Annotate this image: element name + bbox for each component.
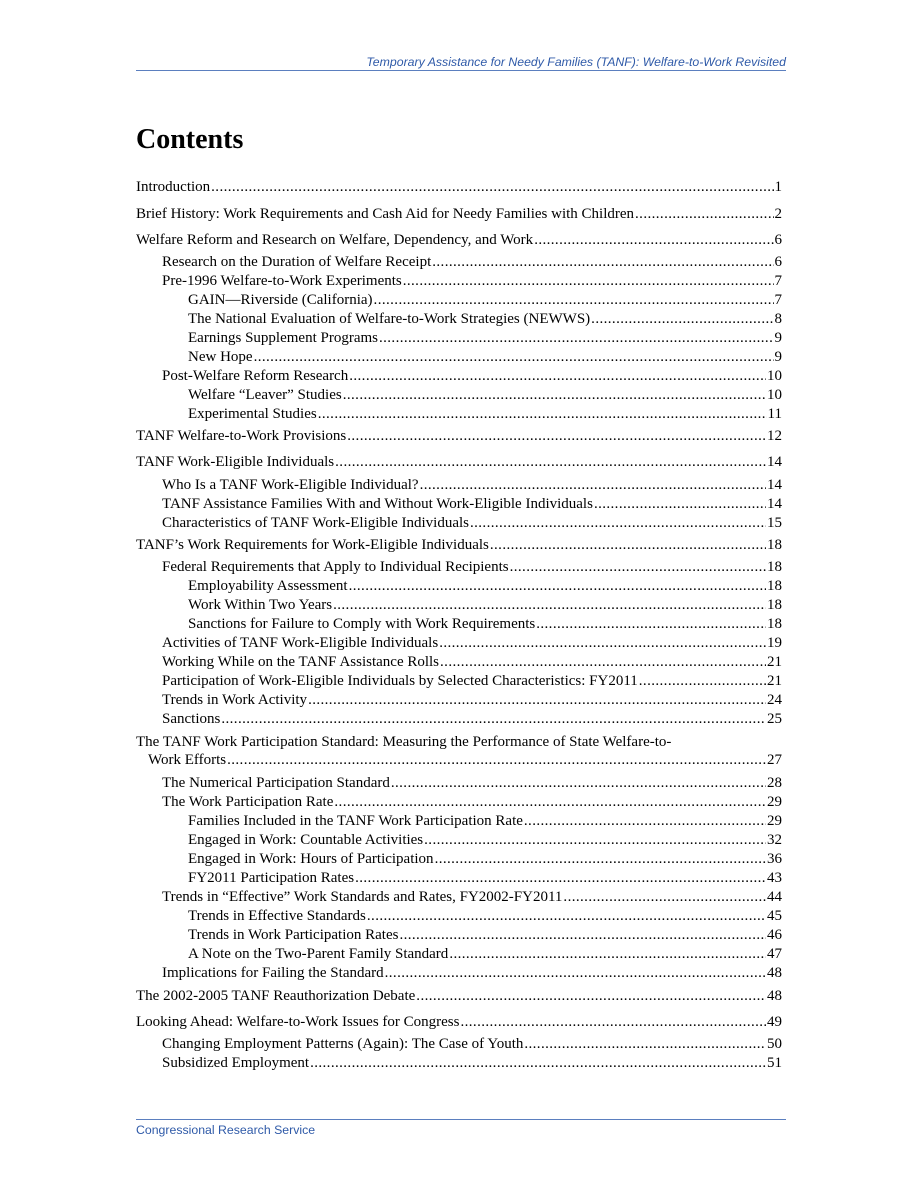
toc-page-number: 7 bbox=[774, 292, 782, 308]
toc-page-number: 29 bbox=[767, 813, 782, 829]
toc-page-number: 50 bbox=[767, 1036, 782, 1052]
dot-leader bbox=[424, 831, 766, 849]
toc-page-number: 28 bbox=[767, 775, 782, 791]
dot-leader bbox=[635, 205, 773, 223]
toc-page-number: 21 bbox=[767, 654, 782, 670]
toc-entry-title-continuation: Work Efforts bbox=[148, 752, 227, 768]
dot-leader bbox=[333, 596, 766, 614]
toc-page-number: 2 bbox=[774, 206, 782, 222]
footer-text: Congressional Research Service bbox=[136, 1123, 316, 1137]
toc-entry[interactable] bbox=[136, 291, 782, 309]
dot-leader bbox=[470, 514, 766, 532]
toc-page-number: 48 bbox=[767, 988, 782, 1004]
dot-leader bbox=[536, 615, 766, 633]
toc-entry-title: The TANF Work Participation Standard: Measuring the Performance of State Welfare-to- bbox=[136, 734, 672, 750]
dot-leader bbox=[591, 310, 773, 328]
toc-entry[interactable] bbox=[136, 945, 782, 963]
toc-entry-title: Work Within Two Years bbox=[188, 597, 333, 613]
toc-entry-title: Welfare Reform and Research on Welfare, Dependency, and Work bbox=[136, 232, 534, 248]
toc-entry-title: FY2011 Participation Rates bbox=[188, 870, 355, 886]
toc-page-number: 21 bbox=[767, 673, 782, 689]
dot-leader bbox=[308, 691, 766, 709]
toc-page-number: 10 bbox=[767, 368, 782, 384]
toc-page-number: 43 bbox=[767, 870, 782, 886]
dot-leader bbox=[524, 1035, 766, 1053]
toc-page-number: 24 bbox=[767, 692, 782, 708]
toc-entry[interactable] bbox=[136, 964, 782, 982]
toc-page-number: 9 bbox=[774, 349, 782, 365]
toc-page-number: 32 bbox=[767, 832, 782, 848]
toc-page-number: 29 bbox=[767, 794, 782, 810]
toc-entry[interactable] bbox=[136, 615, 782, 633]
dot-leader bbox=[211, 178, 773, 196]
dot-leader bbox=[403, 272, 774, 290]
toc-page-number: 51 bbox=[767, 1055, 782, 1071]
dot-leader bbox=[435, 850, 766, 868]
toc-entry[interactable] bbox=[136, 577, 782, 595]
toc-entry-title: Welfare “Leaver” Studies bbox=[188, 387, 342, 403]
toc-entry[interactable] bbox=[136, 536, 782, 554]
toc-page-number: 47 bbox=[767, 946, 782, 962]
toc-page-number: 48 bbox=[767, 965, 782, 981]
toc-page-number: 6 bbox=[774, 232, 782, 248]
toc-entry[interactable] bbox=[136, 558, 782, 576]
toc-page-number: 44 bbox=[767, 889, 782, 905]
toc-entry[interactable] bbox=[136, 672, 782, 690]
dot-leader bbox=[374, 291, 774, 309]
dot-leader bbox=[227, 751, 766, 769]
toc-entry[interactable] bbox=[136, 253, 782, 271]
toc-entry-title: TANF’s Work Requirements for Work-Eligible Individuals bbox=[136, 537, 489, 553]
toc-entry[interactable] bbox=[136, 634, 782, 652]
dot-leader bbox=[355, 869, 766, 887]
toc-entry[interactable] bbox=[136, 453, 782, 471]
dot-leader bbox=[391, 774, 766, 792]
toc-entry[interactable] bbox=[136, 793, 782, 811]
toc-entry[interactable] bbox=[136, 812, 782, 830]
toc-page-number: 10 bbox=[767, 387, 782, 403]
toc-entry[interactable] bbox=[136, 733, 782, 769]
toc-entry[interactable] bbox=[136, 427, 782, 445]
toc-entry[interactable] bbox=[136, 869, 782, 887]
toc-entry[interactable] bbox=[136, 476, 782, 494]
toc-entry-title: The National Evaluation of Welfare-to-Work Strategies (NEWWS) bbox=[188, 311, 591, 327]
toc-entry[interactable] bbox=[136, 1054, 782, 1072]
dot-leader bbox=[510, 558, 766, 576]
toc-page-number: 11 bbox=[767, 406, 782, 422]
toc-entry-title: Sanctions for Failure to Comply with Work Requirements bbox=[188, 616, 536, 632]
dot-leader bbox=[563, 888, 766, 906]
toc-page-number: 18 bbox=[767, 578, 782, 594]
toc-entry[interactable] bbox=[136, 272, 782, 290]
toc-entry[interactable] bbox=[136, 653, 782, 671]
toc-page-number: 49 bbox=[767, 1014, 782, 1030]
toc-entry[interactable] bbox=[136, 405, 782, 423]
toc-entry[interactable] bbox=[136, 987, 782, 1005]
toc-page-number: 46 bbox=[767, 927, 782, 943]
toc-page-number: 9 bbox=[774, 330, 782, 346]
toc-entry-title: Looking Ahead: Welfare-to-Work Issues for Congress bbox=[136, 1014, 460, 1030]
dot-leader bbox=[439, 634, 766, 652]
toc-entry-title: Research on the Duration of Welfare Receipt bbox=[162, 254, 432, 270]
dot-leader bbox=[310, 1054, 766, 1072]
dot-leader bbox=[221, 710, 766, 728]
dot-leader bbox=[449, 945, 766, 963]
toc-entry-title: The 2002-2005 TANF Reauthorization Debate bbox=[136, 988, 416, 1004]
toc-entry-title: A Note on the Two-Parent Family Standard bbox=[188, 946, 449, 962]
page-title: Contents bbox=[136, 124, 244, 155]
toc-page-number: 14 bbox=[767, 477, 782, 493]
toc-entry-title: Introduction bbox=[136, 179, 211, 195]
toc-entry[interactable] bbox=[136, 348, 782, 366]
dot-leader bbox=[432, 253, 773, 271]
toc-entry[interactable] bbox=[136, 926, 782, 944]
toc-entry-title: TANF Welfare-to-Work Provisions bbox=[136, 428, 347, 444]
dot-leader bbox=[460, 1013, 766, 1031]
dot-leader bbox=[347, 427, 766, 445]
dot-leader bbox=[399, 926, 766, 944]
toc-entry[interactable] bbox=[136, 691, 782, 709]
toc-entry-title: Earnings Supplement Programs bbox=[188, 330, 378, 346]
table-of-contents bbox=[136, 0, 782, 1191]
toc-entry[interactable] bbox=[136, 888, 782, 906]
toc-page-number: 18 bbox=[767, 559, 782, 575]
dot-leader bbox=[318, 405, 767, 423]
toc-entry[interactable] bbox=[136, 907, 782, 925]
toc-page-number: 7 bbox=[774, 273, 782, 289]
toc-entry[interactable] bbox=[136, 367, 782, 385]
toc-entry[interactable] bbox=[136, 495, 782, 513]
toc-entry-title: Post-Welfare Reform Research bbox=[162, 368, 349, 384]
toc-entry-title: Trends in “Effective” Work Standards and Rates, FY2002-FY2011 bbox=[162, 889, 563, 905]
toc-entry[interactable] bbox=[136, 178, 782, 196]
toc-entry-title: Sanctions bbox=[162, 711, 221, 727]
toc-entry[interactable] bbox=[136, 514, 782, 532]
toc-page-number: 25 bbox=[767, 711, 782, 727]
toc-entry-title: New Hope bbox=[188, 349, 253, 365]
toc-entry-title: Employability Assessment bbox=[188, 578, 348, 594]
toc-page-number: 14 bbox=[767, 454, 782, 470]
dot-leader bbox=[416, 987, 766, 1005]
toc-entry[interactable] bbox=[136, 386, 782, 404]
toc-entry-title: TANF Work-Eligible Individuals bbox=[136, 454, 335, 470]
toc-page-number: 8 bbox=[774, 311, 782, 327]
toc-entry[interactable] bbox=[136, 710, 782, 728]
toc-entry-title: Families Included in the TANF Work Participation Rate bbox=[188, 813, 523, 829]
toc-entry-title: Changing Employment Patterns (Again): The Case of Youth bbox=[162, 1036, 524, 1052]
toc-entry[interactable] bbox=[136, 231, 782, 249]
dot-leader bbox=[385, 964, 766, 982]
toc-entry[interactable] bbox=[136, 1013, 782, 1031]
toc-page-number: 18 bbox=[767, 616, 782, 632]
toc-page-number: 19 bbox=[767, 635, 782, 651]
dot-leader bbox=[349, 577, 766, 595]
dot-leader bbox=[490, 536, 766, 554]
toc-entry-title: Experimental Studies bbox=[188, 406, 317, 422]
footer-rule bbox=[136, 1119, 786, 1120]
dot-leader bbox=[524, 812, 766, 830]
toc-page-number: 12 bbox=[767, 428, 782, 444]
toc-entry-title: Working While on the TANF Assistance Rolls bbox=[162, 654, 440, 670]
toc-page-number: 6 bbox=[774, 254, 782, 270]
toc-page-number: 36 bbox=[767, 851, 782, 867]
toc-page-number: 27 bbox=[767, 752, 782, 768]
toc-entry-title: Subsidized Employment bbox=[162, 1055, 310, 1071]
toc-entry-title: Implications for Failing the Standard bbox=[162, 965, 384, 981]
toc-page-number: 18 bbox=[767, 597, 782, 613]
toc-entry-title: TANF Assistance Families With and Without Work-Eligible Individuals bbox=[162, 496, 593, 512]
toc-entry[interactable] bbox=[136, 329, 782, 347]
toc-page-number: 14 bbox=[767, 496, 782, 512]
toc-entry-title: Who Is a TANF Work-Eligible Individual? bbox=[162, 477, 419, 493]
dot-leader bbox=[594, 495, 766, 513]
toc-entry-title: The Numerical Participation Standard bbox=[162, 775, 390, 791]
toc-entry-title: Activities of TANF Work-Eligible Individuals bbox=[162, 635, 439, 651]
toc-entry-title: Trends in Work Participation Rates bbox=[188, 927, 399, 943]
dot-leader bbox=[367, 907, 766, 925]
toc-entry[interactable] bbox=[136, 205, 782, 223]
toc-page-number: 15 bbox=[767, 515, 782, 531]
toc-entry[interactable] bbox=[136, 831, 782, 849]
toc-entry-title: Engaged in Work: Hours of Participation bbox=[188, 851, 434, 867]
toc-entry[interactable] bbox=[136, 1035, 782, 1053]
toc-entry-title: Brief History: Work Requirements and Cash Aid for Needy Families with Children bbox=[136, 206, 635, 222]
toc-entry-title: Federal Requirements that Apply to Individual Recipients bbox=[162, 559, 509, 575]
toc-entry-title: GAIN—Riverside (California) bbox=[188, 292, 373, 308]
dot-leader bbox=[534, 231, 773, 249]
dot-leader bbox=[254, 348, 774, 366]
toc-entry[interactable] bbox=[136, 774, 782, 792]
dot-leader bbox=[420, 476, 766, 494]
dot-leader bbox=[379, 329, 774, 347]
toc-entry-title: Pre-1996 Welfare-to-Work Experiments bbox=[162, 273, 402, 289]
toc-entry[interactable] bbox=[136, 850, 782, 868]
toc-entry-title: Engaged in Work: Countable Activities bbox=[188, 832, 424, 848]
dot-leader bbox=[335, 453, 766, 471]
dot-leader bbox=[334, 793, 766, 811]
dot-leader bbox=[639, 672, 766, 690]
dot-leader bbox=[440, 653, 766, 671]
toc-entry[interactable] bbox=[136, 596, 782, 614]
toc-entry-title: The Work Participation Rate bbox=[162, 794, 334, 810]
toc-page-number: 1 bbox=[774, 179, 782, 195]
toc-page-number: 45 bbox=[767, 908, 782, 924]
dot-leader bbox=[343, 386, 766, 404]
toc-entry[interactable] bbox=[136, 310, 782, 328]
toc-entry-title: Trends in Work Activity bbox=[162, 692, 308, 708]
toc-entry-title: Characteristics of TANF Work-Eligible Individuals bbox=[162, 515, 469, 531]
running-header: Temporary Assistance for Needy Families (TANF): Welfare-to-Work Revisited bbox=[366, 55, 786, 69]
toc-entry-title: Trends in Effective Standards bbox=[188, 908, 366, 924]
toc-page-number: 18 bbox=[767, 537, 782, 553]
toc-entry-title: Participation of Work-Eligible Individuals by Selected Characteristics: FY2011 bbox=[162, 673, 638, 689]
dot-leader bbox=[349, 367, 766, 385]
